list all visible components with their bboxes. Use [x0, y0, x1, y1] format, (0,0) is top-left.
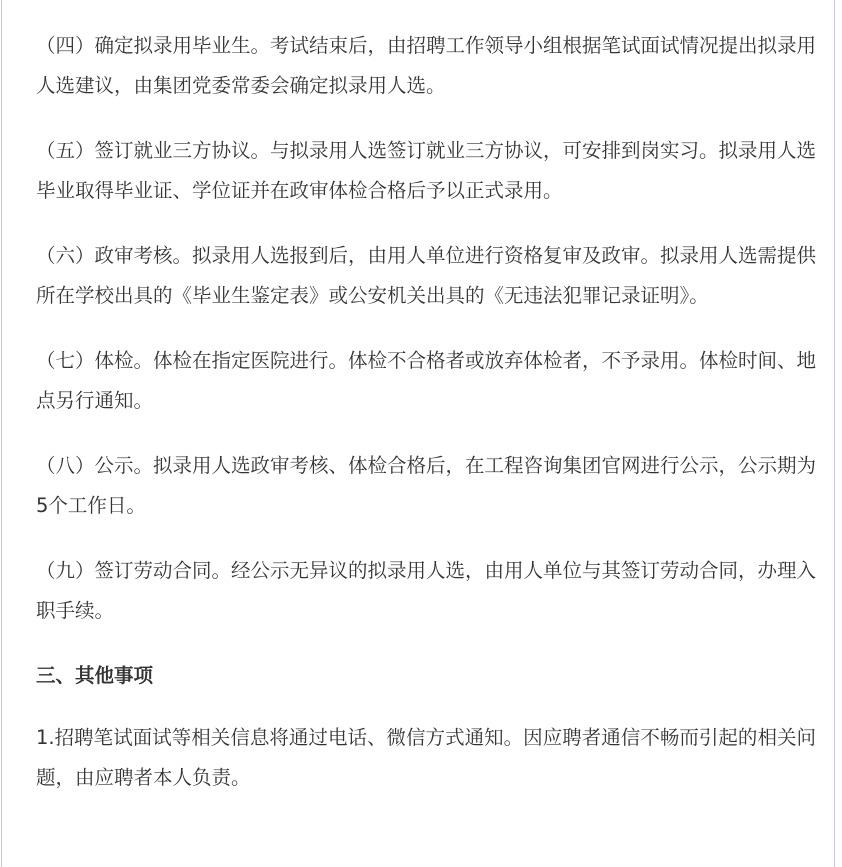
paragraph-step-6: （六）政审考核。拟录用人选报到后，由用人单位进行资格复审及政审。拟录用人选需提供所在学校出具的《毕业生鉴定表》或公安机关出具的《无违法犯罪记录证明》。 — [36, 244, 817, 307]
paragraph-step-7: （七）体检。体检在指定医院进行。体检不合格者或放弃体检者，不予录用。体检时间、地点另行通知。 — [36, 349, 817, 412]
paragraph-step-8: （八）公示。拟录用人选政审考核、体检合格后，在工程咨询集团官网进行公示，公示期为5个工作日。 — [36, 454, 817, 517]
paragraph-step-9: （九）签订劳动合同。经公示无异议的拟录用人选，由用人单位与其签订劳动合同，办理入职手续。 — [36, 559, 817, 622]
right-border — [834, 0, 835, 867]
paragraph-step-5: （五）签订就业三方协议。与拟录用人选签订就业三方协议，可安排到岗实习。拟录用人选毕业取得毕业证、学位证并在政审体检合格后予以正式录用。 — [36, 139, 817, 202]
article-body — [36, 26, 816, 823]
note-1: 1.招聘笔试面试等相关信息将通过电话、微信方式通知。因应聘者通信不畅而引起的相关问题，由应聘者本人负责。 — [36, 726, 816, 789]
section-heading: 三、其他事项 — [36, 664, 154, 687]
left-border — [1, 0, 2, 867]
paragraph-step-4: （四）确定拟录用毕业生。考试结束后，由招聘工作领导小组根据笔试面试情况提出拟录用人选建议，由集团党委常委会确定拟录用人选。 — [36, 34, 817, 97]
